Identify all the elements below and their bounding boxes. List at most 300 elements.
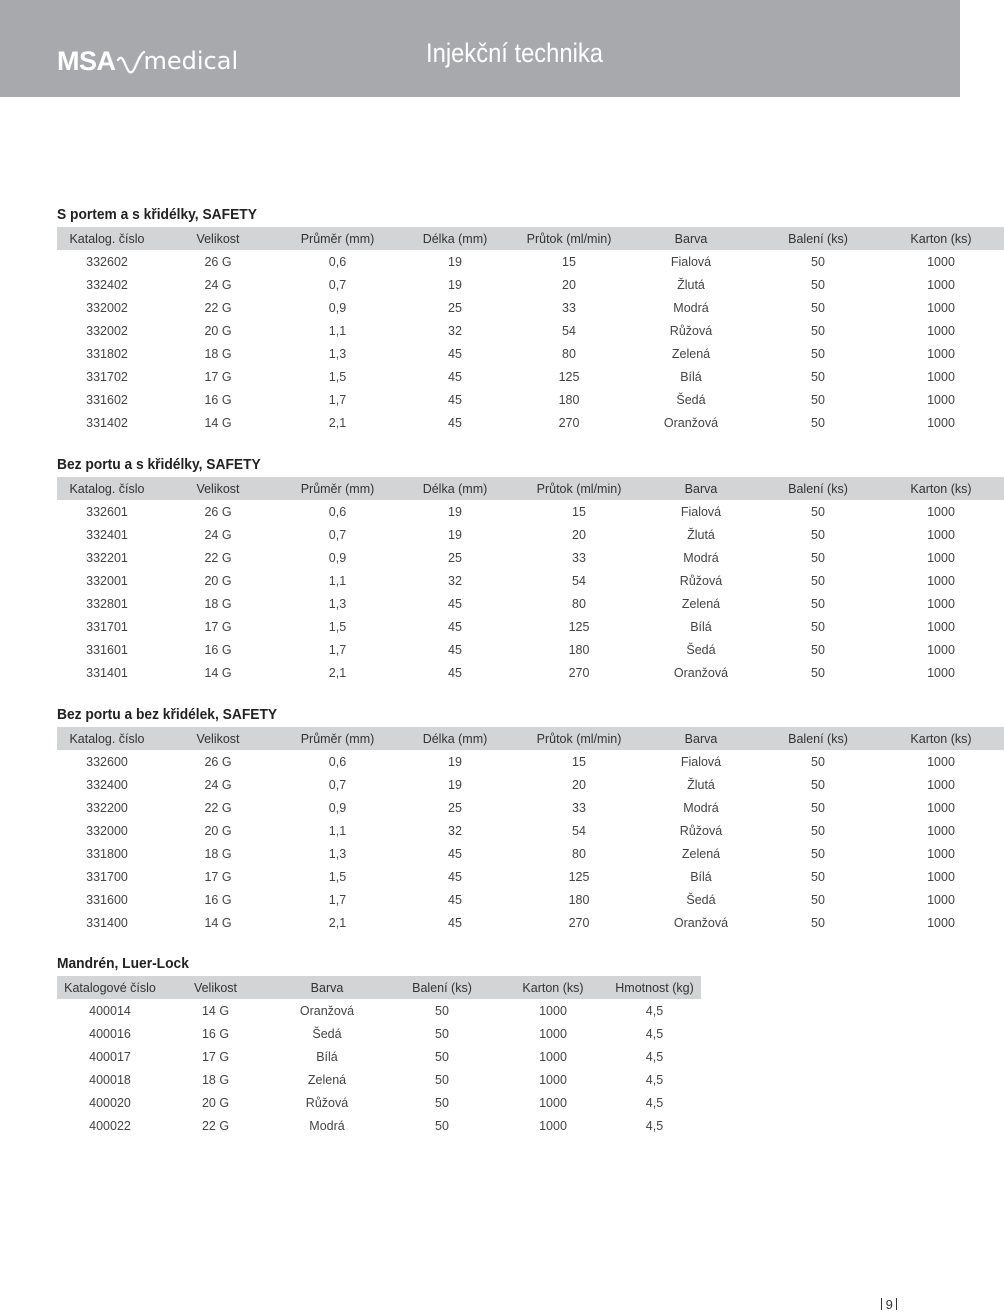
table-cell: 1,5 xyxy=(328,619,347,634)
table-cell: 80 xyxy=(572,596,586,611)
table-cell: 1,3 xyxy=(328,346,347,361)
column-header: Balení (ks) xyxy=(788,481,848,496)
table-row xyxy=(57,750,1004,773)
table-cell: 45 xyxy=(448,596,462,611)
table-cell: 50 xyxy=(435,1095,449,1110)
table-row xyxy=(57,638,1004,661)
table-cell: Růžová xyxy=(305,1095,349,1110)
table-cell: 33 xyxy=(562,300,576,315)
table-cell: 50 xyxy=(811,665,825,680)
table-cell: 33 xyxy=(572,800,586,815)
table-cell: 45 xyxy=(448,665,462,680)
table-cell: Žlutá xyxy=(677,277,705,292)
table-cell: 50 xyxy=(811,277,825,292)
table-cell: 1000 xyxy=(927,754,955,769)
table-cell: Šedá xyxy=(686,892,716,907)
column-header: Délka (mm) xyxy=(422,231,488,246)
table-cell: 180 xyxy=(558,392,580,407)
table-cell: 50 xyxy=(811,823,825,838)
table-cell: 14 G xyxy=(204,915,232,930)
table-cell: 50 xyxy=(811,892,825,907)
table-cell: 20 G xyxy=(204,573,232,588)
table-cell: 332400 xyxy=(86,777,128,792)
table-cell: 1000 xyxy=(927,300,955,315)
table-cell: Oranžová xyxy=(673,665,729,680)
table-cell: 2,1 xyxy=(328,915,347,930)
page-number-bar-right xyxy=(896,1298,897,1310)
table-cell: 0,6 xyxy=(328,504,347,519)
table-cell: 1000 xyxy=(539,1095,567,1110)
table-row xyxy=(57,796,1004,819)
page-header xyxy=(0,0,960,97)
table-header-row xyxy=(57,727,1004,750)
table-cell: 26 G xyxy=(204,254,232,269)
section-port-wings-safety xyxy=(57,204,1004,434)
table-cell: Fialová xyxy=(670,254,712,269)
table-cell: 1000 xyxy=(927,415,955,430)
table-cell: 270 xyxy=(558,415,580,430)
table-header-row xyxy=(57,477,1004,500)
table-cell: 50 xyxy=(811,415,825,430)
table-cell: 331602 xyxy=(86,392,128,407)
table-cell: 54 xyxy=(572,573,586,588)
table-cell: 0,6 xyxy=(328,254,347,269)
table-row xyxy=(57,546,1004,569)
table-cell: 50 xyxy=(435,1072,449,1087)
table-cell: Oranžová xyxy=(673,915,729,930)
table-cell: 331802 xyxy=(86,346,128,361)
column-header: Balení (ks) xyxy=(412,980,472,995)
table-cell: 1000 xyxy=(927,550,955,565)
table-cell: 4,5 xyxy=(645,1118,664,1133)
table-cell: 331401 xyxy=(86,665,128,680)
table-cell: 332801 xyxy=(86,596,128,611)
table-cell: Fialová xyxy=(680,504,722,519)
column-header: Průměr (mm) xyxy=(300,231,375,246)
table-cell: 331800 xyxy=(86,846,128,861)
table-cell: 332000 xyxy=(86,823,128,838)
table-cell: Šedá xyxy=(312,1026,342,1041)
table-cell: 14 G xyxy=(204,415,232,430)
table-row xyxy=(57,1091,701,1114)
page-number xyxy=(881,1297,897,1312)
table-cell: 2,1 xyxy=(328,415,347,430)
table-cell: 45 xyxy=(448,869,462,884)
table-cell: 50 xyxy=(811,642,825,657)
table-cell: 331700 xyxy=(86,869,128,884)
table-cell: 1000 xyxy=(539,1118,567,1133)
table-cell: 22 G xyxy=(204,550,232,565)
table-cell: 1000 xyxy=(927,369,955,384)
table-cell: 33 xyxy=(572,550,586,565)
table-cell: Bílá xyxy=(690,619,712,634)
table-cell: Bílá xyxy=(680,369,702,384)
table-cell: 270 xyxy=(568,665,590,680)
table-cell: 332002 xyxy=(86,300,128,315)
table-cell: 24 G xyxy=(204,527,232,542)
table-cell: 24 G xyxy=(204,777,232,792)
table-cell: 0,9 xyxy=(328,300,347,315)
table-cell: Růžová xyxy=(669,323,713,338)
msa-medical-logo xyxy=(57,36,238,76)
section-title: Bez portu a s křidélky, SAFETY xyxy=(57,456,261,473)
table-cell: 25 xyxy=(448,300,462,315)
table-cell: 1000 xyxy=(539,1026,567,1041)
product-table xyxy=(57,477,1004,684)
table-cell: 80 xyxy=(572,846,586,861)
table-cell: 15 xyxy=(572,504,586,519)
table-cell: Zelená xyxy=(671,346,711,361)
logo-msa-text: MSA xyxy=(57,46,116,76)
table-row xyxy=(57,342,1004,365)
table-cell: 400016 xyxy=(89,1026,131,1041)
table-row xyxy=(57,615,1004,638)
table-cell: 50 xyxy=(811,596,825,611)
table-row xyxy=(57,842,1004,865)
logo-wave-icon xyxy=(116,46,146,76)
table-cell: 45 xyxy=(448,915,462,930)
table-cell: Šedá xyxy=(686,642,716,657)
table-cell: 1,7 xyxy=(328,392,347,407)
column-header: Průtok (ml/min) xyxy=(536,731,622,746)
table-cell: 125 xyxy=(568,619,590,634)
table-cell: 45 xyxy=(448,392,462,407)
table-cell: 1,5 xyxy=(328,369,347,384)
column-header: Katalog. číslo xyxy=(69,231,145,246)
table-cell: 332002 xyxy=(86,323,128,338)
table-cell: 22 G xyxy=(204,800,232,815)
table-cell: Růžová xyxy=(679,823,723,838)
table-cell: 1,7 xyxy=(328,892,347,907)
table-cell: 32 xyxy=(448,323,462,338)
table-cell: 1000 xyxy=(539,1003,567,1018)
table-cell: 1000 xyxy=(927,392,955,407)
table-cell: 1,1 xyxy=(328,823,347,838)
section-noport-wings-safety xyxy=(57,454,1004,684)
table-row xyxy=(57,1045,701,1068)
section-title: Bez portu a bez křidélek, SAFETY xyxy=(57,706,278,723)
table-cell: 0,9 xyxy=(328,550,347,565)
table-cell: 1,5 xyxy=(328,869,347,884)
table-cell: Fialová xyxy=(680,754,722,769)
table-cell: 400020 xyxy=(89,1095,131,1110)
page-number-value: 9 xyxy=(885,1297,893,1312)
table-cell: 45 xyxy=(448,619,462,634)
table-cell: 54 xyxy=(562,323,576,338)
column-header: Velikost xyxy=(196,231,240,246)
table-cell: 26 G xyxy=(204,754,232,769)
column-header: Balení (ks) xyxy=(788,231,848,246)
table-row xyxy=(57,999,701,1022)
table-cell: 1000 xyxy=(927,504,955,519)
table-cell: 1,7 xyxy=(328,642,347,657)
column-header: Katalog. číslo xyxy=(69,731,145,746)
table-cell: 331400 xyxy=(86,915,128,930)
table-cell: 50 xyxy=(811,254,825,269)
table-row xyxy=(57,411,1004,434)
table-cell: 180 xyxy=(568,892,590,907)
page-number-bar-left xyxy=(881,1298,882,1310)
table-cell: 4,5 xyxy=(645,1072,664,1087)
table-cell: 15 xyxy=(572,754,586,769)
table-cell: 22 G xyxy=(204,300,232,315)
table-cell: 14 G xyxy=(201,1003,230,1018)
table-cell: 19 xyxy=(448,777,462,792)
table-row xyxy=(57,1068,701,1091)
table-cell: 1000 xyxy=(927,915,955,930)
table-cell: Růžová xyxy=(679,573,723,588)
table-cell: 0,7 xyxy=(328,277,347,292)
table-cell: 16 G xyxy=(204,392,232,407)
table-cell: 2,1 xyxy=(328,665,347,680)
table-cell: 1000 xyxy=(927,596,955,611)
table-cell: 1000 xyxy=(927,823,955,838)
product-table xyxy=(57,727,1004,934)
table-cell: 180 xyxy=(568,642,590,657)
table-cell: 125 xyxy=(568,869,590,884)
table-cell: 332401 xyxy=(86,527,128,542)
table-cell: 0,9 xyxy=(328,800,347,815)
page-title: Injekční technika xyxy=(426,38,603,68)
table-row xyxy=(57,500,1004,523)
column-header: Barva xyxy=(310,980,344,995)
table-cell: 17 G xyxy=(204,369,232,384)
column-header: Hmotnost (kg) xyxy=(615,980,694,995)
table-cell: 45 xyxy=(448,346,462,361)
table-cell: 332402 xyxy=(86,277,128,292)
table-cell: Bílá xyxy=(316,1049,338,1064)
table-cell: 20 G xyxy=(201,1095,230,1110)
table-cell: 19 xyxy=(448,527,462,542)
table-cell: 332200 xyxy=(86,800,128,815)
table-cell: 4,5 xyxy=(645,1049,664,1064)
table-cell: 0,6 xyxy=(328,754,347,769)
table-cell: 50 xyxy=(811,392,825,407)
table-row xyxy=(57,319,1004,342)
table-cell: 50 xyxy=(811,869,825,884)
table-cell: 50 xyxy=(811,573,825,588)
table-cell: 400022 xyxy=(89,1118,131,1133)
table-cell: 331701 xyxy=(86,619,128,634)
table-cell: 18 G xyxy=(204,346,232,361)
table-cell: Zelená xyxy=(681,596,721,611)
product-table xyxy=(57,227,1004,434)
table-cell: 20 G xyxy=(204,323,232,338)
table-cell: 50 xyxy=(811,323,825,338)
column-header: Barva xyxy=(684,731,718,746)
table-row xyxy=(57,592,1004,615)
table-cell: Modrá xyxy=(309,1118,345,1133)
column-header: Průměr (mm) xyxy=(300,481,375,496)
column-header: Karton (ks) xyxy=(522,980,584,995)
table-cell: 19 xyxy=(448,504,462,519)
table-row xyxy=(57,388,1004,411)
table-cell: 1000 xyxy=(927,665,955,680)
table-row xyxy=(57,911,1004,934)
table-cell: 50 xyxy=(811,550,825,565)
table-row xyxy=(57,1022,701,1045)
table-cell: 331600 xyxy=(86,892,128,907)
table-cell: 16 G xyxy=(204,892,232,907)
table-cell: Bílá xyxy=(690,869,712,884)
table-cell: 54 xyxy=(572,823,586,838)
column-header: Karton (ks) xyxy=(910,231,972,246)
table-cell: 4,5 xyxy=(645,1003,664,1018)
table-cell: 17 G xyxy=(204,619,232,634)
table-cell: 1000 xyxy=(927,869,955,884)
table-cell: 15 xyxy=(562,254,576,269)
table-row xyxy=(57,523,1004,546)
table-cell: 1000 xyxy=(539,1072,567,1087)
logo-medical-text: medical xyxy=(143,47,239,75)
table-cell: 50 xyxy=(435,1049,449,1064)
table-cell: 332201 xyxy=(86,550,128,565)
table-cell: 1000 xyxy=(927,527,955,542)
table-cell: 50 xyxy=(811,619,825,634)
table-cell: 20 xyxy=(562,277,576,292)
table-cell: 50 xyxy=(435,1003,449,1018)
table-cell: 18 G xyxy=(201,1072,230,1087)
table-cell: Modrá xyxy=(683,800,719,815)
section-title: S portem a s křidélky, SAFETY xyxy=(57,206,257,223)
table-cell: 332601 xyxy=(86,504,128,519)
table-cell: 45 xyxy=(448,892,462,907)
section-title: Mandrén, Luer-Lock xyxy=(57,955,189,972)
table-cell: 332600 xyxy=(86,754,128,769)
table-cell: 332001 xyxy=(86,573,128,588)
table-cell: Modrá xyxy=(673,300,709,315)
table-cell: 0,7 xyxy=(328,527,347,542)
table-cell: 25 xyxy=(448,800,462,815)
table-cell: 1,1 xyxy=(328,323,347,338)
table-cell: Modrá xyxy=(683,550,719,565)
table-cell: 45 xyxy=(448,846,462,861)
table-row xyxy=(57,1114,701,1137)
table-cell: 1000 xyxy=(927,619,955,634)
table-cell: 1,3 xyxy=(328,596,347,611)
table-cell: 1000 xyxy=(927,642,955,657)
table-row xyxy=(57,273,1004,296)
column-header: Délka (mm) xyxy=(422,731,488,746)
table-cell: 32 xyxy=(448,573,462,588)
table-cell: 400017 xyxy=(89,1049,131,1064)
table-cell: 32 xyxy=(448,823,462,838)
table-cell: Zelená xyxy=(681,846,721,861)
table-cell: 331402 xyxy=(86,415,128,430)
table-cell: 270 xyxy=(568,915,590,930)
table-cell: 125 xyxy=(558,369,580,384)
table-cell: 25 xyxy=(448,550,462,565)
table-cell: 22 G xyxy=(201,1118,230,1133)
section-mandrel-luer-lock xyxy=(57,953,701,1137)
table-cell: 1000 xyxy=(927,323,955,338)
table-cell: 4,5 xyxy=(645,1026,664,1041)
table-cell: 26 G xyxy=(204,504,232,519)
table-cell: Zelená xyxy=(307,1072,347,1087)
table-cell: 20 G xyxy=(204,823,232,838)
table-row xyxy=(57,865,1004,888)
column-header: Barva xyxy=(684,481,718,496)
table-cell: 50 xyxy=(811,754,825,769)
table-cell: 45 xyxy=(448,369,462,384)
table-cell: 50 xyxy=(811,800,825,815)
column-header: Velikost xyxy=(196,731,240,746)
table-cell: 400014 xyxy=(89,1003,131,1018)
table-cell: 18 G xyxy=(204,596,232,611)
table-cell: 1,1 xyxy=(328,573,347,588)
table-cell: 50 xyxy=(811,504,825,519)
table-cell: 1000 xyxy=(927,846,955,861)
table-cell: 332602 xyxy=(86,254,128,269)
table-cell: Oranžová xyxy=(663,415,719,430)
table-cell: 1000 xyxy=(927,346,955,361)
table-cell: 16 G xyxy=(204,642,232,657)
table-header-row xyxy=(57,976,701,999)
table-cell: 1000 xyxy=(927,573,955,588)
table-row xyxy=(57,250,1004,273)
table-cell: 50 xyxy=(811,369,825,384)
table-header-row xyxy=(57,227,1004,250)
table-cell: 18 G xyxy=(204,846,232,861)
column-header: Průměr (mm) xyxy=(300,731,375,746)
table-cell: Oranžová xyxy=(299,1003,355,1018)
table-row xyxy=(57,296,1004,319)
table-cell: 50 xyxy=(435,1118,449,1133)
table-cell: Žlutá xyxy=(687,527,715,542)
table-cell: 1000 xyxy=(539,1049,567,1064)
table-cell: 50 xyxy=(811,777,825,792)
table-cell: 17 G xyxy=(204,869,232,884)
table-row xyxy=(57,888,1004,911)
table-cell: 331702 xyxy=(86,369,128,384)
table-cell: 45 xyxy=(448,415,462,430)
table-cell: 1000 xyxy=(927,277,955,292)
table-cell: 14 G xyxy=(204,665,232,680)
table-row xyxy=(57,773,1004,796)
table-cell: 45 xyxy=(448,642,462,657)
table-cell: 50 xyxy=(811,300,825,315)
table-cell: 0,7 xyxy=(328,777,347,792)
table-row xyxy=(57,365,1004,388)
table-cell: 1000 xyxy=(927,254,955,269)
table-cell: 19 xyxy=(448,754,462,769)
table-cell: 4,5 xyxy=(645,1095,664,1110)
table-cell: 19 xyxy=(448,277,462,292)
column-header: Katalogové číslo xyxy=(64,980,156,995)
column-header: Průtok (ml/min) xyxy=(526,231,612,246)
table-cell: 17 G xyxy=(201,1049,230,1064)
column-header: Délka (mm) xyxy=(422,481,488,496)
table-cell: 16 G xyxy=(201,1026,230,1041)
table-row xyxy=(57,569,1004,592)
column-header: Katalog. číslo xyxy=(69,481,145,496)
table-cell: 331601 xyxy=(86,642,128,657)
table-cell: 50 xyxy=(811,346,825,361)
table-row xyxy=(57,819,1004,842)
table-cell: 19 xyxy=(448,254,462,269)
column-header: Karton (ks) xyxy=(910,481,972,496)
table-cell: 1,3 xyxy=(328,846,347,861)
column-header: Barva xyxy=(674,231,708,246)
table-cell: 1000 xyxy=(927,892,955,907)
table-cell: 50 xyxy=(811,915,825,930)
product-table xyxy=(57,976,701,1137)
table-cell: Žlutá xyxy=(687,777,715,792)
table-cell: 50 xyxy=(811,846,825,861)
column-header: Velikost xyxy=(196,481,240,496)
column-header: Průtok (ml/min) xyxy=(536,481,622,496)
column-header: Velikost xyxy=(193,980,238,995)
